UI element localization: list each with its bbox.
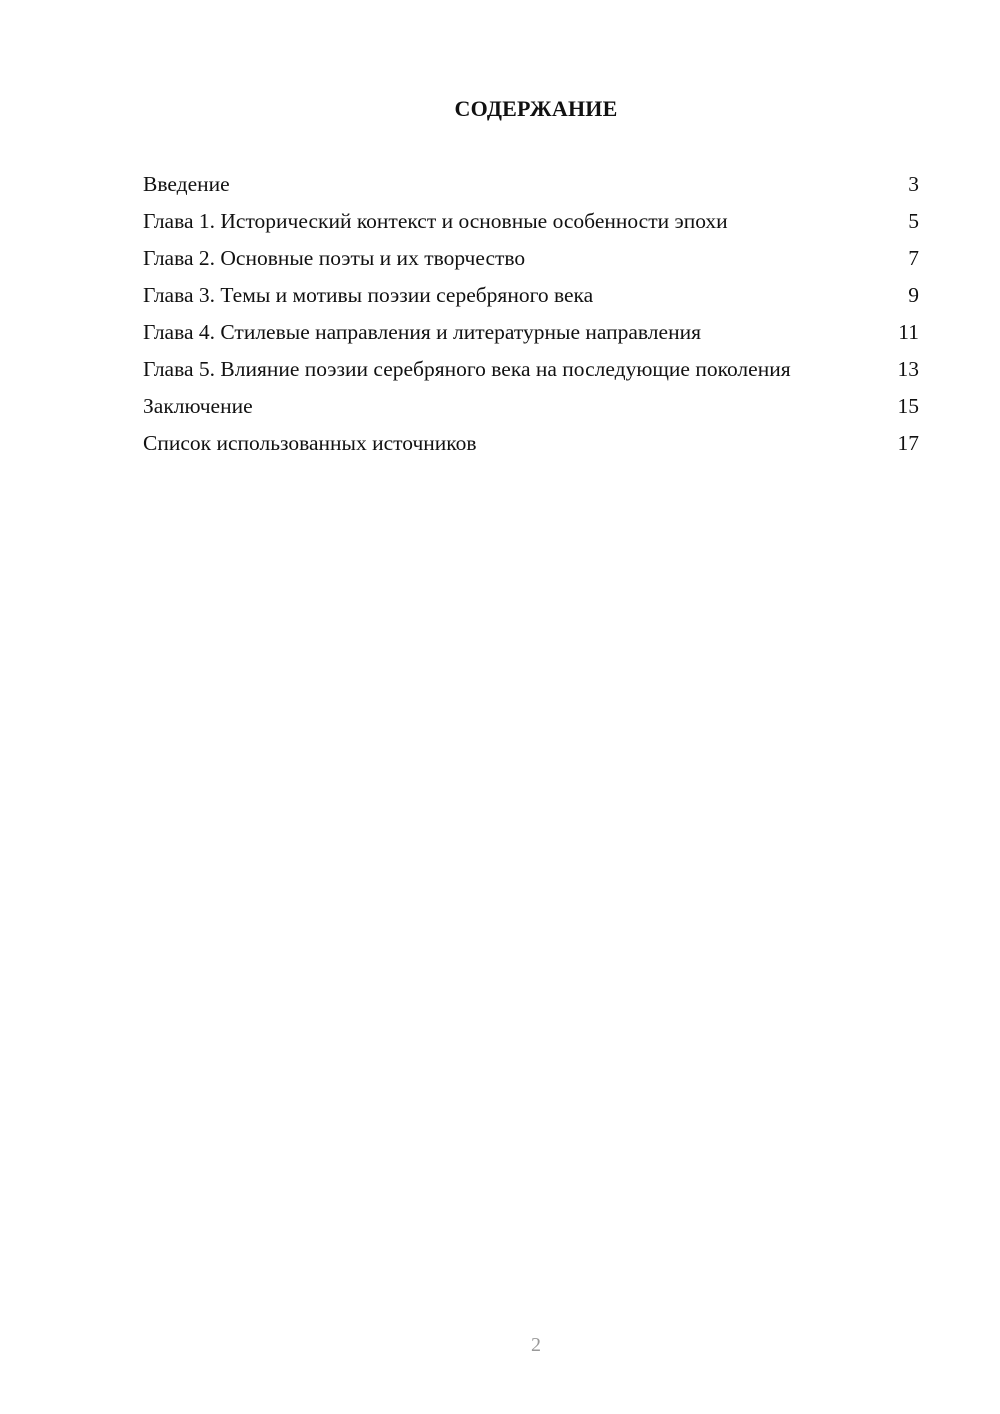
toc-heading: СОДЕРЖАНИЕ <box>454 96 618 121</box>
toc-item-references[interactable] <box>143 429 919 457</box>
toc-item-chapter-1[interactable] <box>143 207 919 235</box>
toc-item-label: Глава 2. Основные поэты и их творчество <box>143 246 526 270</box>
toc-item-chapter-5[interactable] <box>143 355 919 383</box>
toc-item-page: 3 <box>908 172 919 196</box>
toc-item-chapter-4[interactable] <box>143 318 919 346</box>
toc-item-label: Заключение <box>143 394 253 418</box>
toc-item-page: 9 <box>908 283 919 307</box>
page-number: 2 <box>531 1334 541 1356</box>
toc-item-label: Введение <box>143 172 230 196</box>
toc-item-conclusion[interactable] <box>143 392 919 420</box>
toc-item-page: 13 <box>897 357 919 381</box>
toc-item-label: Глава 5. Влияние поэзии серебряного века на последующие поколения <box>143 357 791 381</box>
table-of-contents <box>143 170 919 466</box>
toc-item-introduction[interactable] <box>143 170 919 198</box>
toc-item-chapter-3[interactable] <box>143 281 919 309</box>
toc-item-label: Глава 1. Исторический контекст и основные особенности эпохи <box>143 209 728 233</box>
toc-item-label: Глава 3. Темы и мотивы поэзии серебряного века <box>143 283 594 307</box>
toc-item-label: Список использованных источников <box>143 431 477 455</box>
toc-item-chapter-2[interactable] <box>143 244 919 272</box>
toc-item-page: 17 <box>897 431 919 455</box>
toc-item-page: 5 <box>908 209 919 233</box>
toc-item-label: Глава 4. Стилевые направления и литературные направления <box>143 320 701 344</box>
toc-item-page: 15 <box>897 394 919 418</box>
toc-item-page: 11 <box>898 320 919 344</box>
toc-item-page: 7 <box>908 246 919 270</box>
